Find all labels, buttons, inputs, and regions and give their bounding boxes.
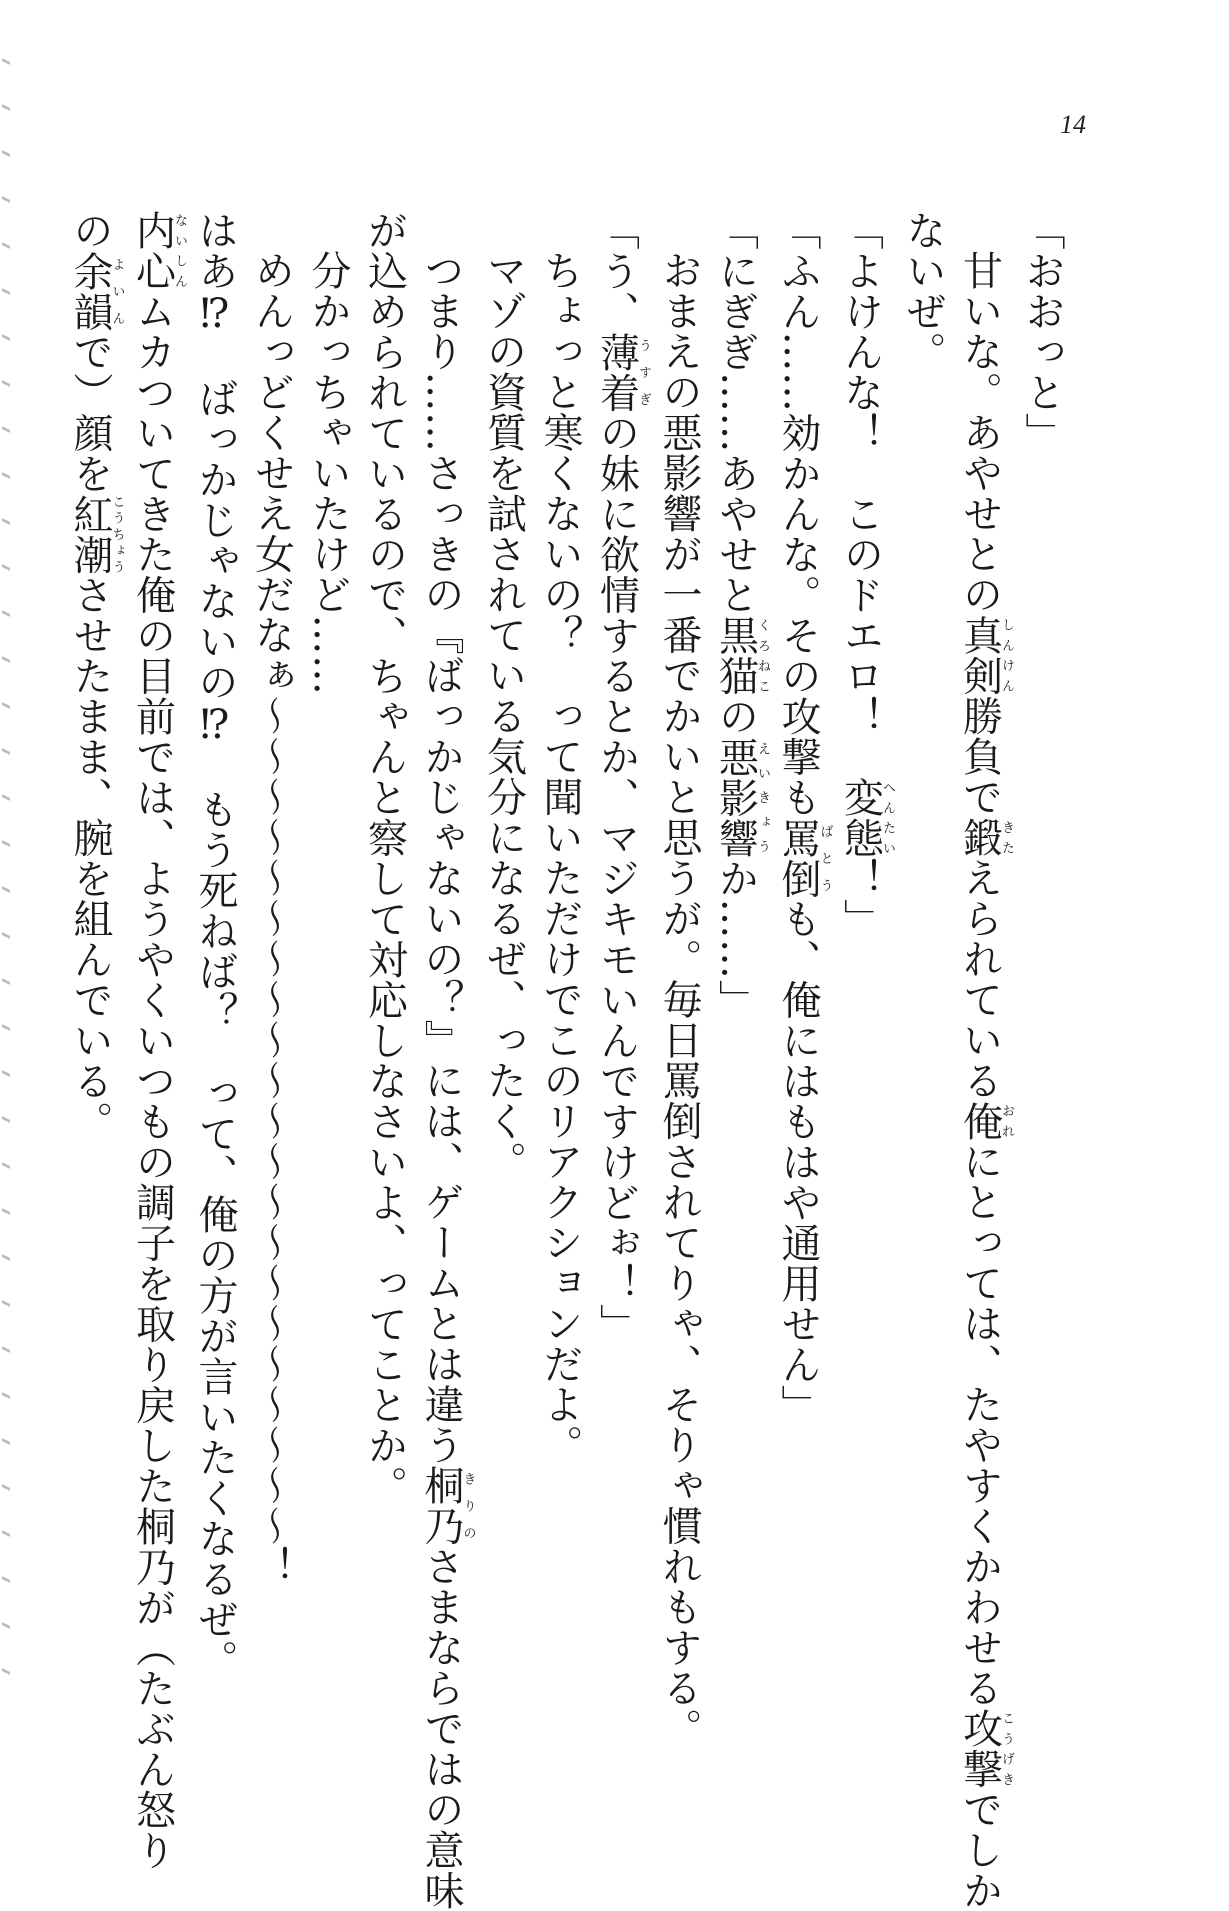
ruby-reading: よいん: [109, 250, 125, 332]
binding-mark: [2, 150, 10, 157]
text-segment: 「う、: [593, 210, 640, 332]
text-segment: 甘いな。あやせとの: [956, 250, 1003, 615]
binding-mark: [2, 794, 10, 801]
text-segment: 勝負で: [956, 695, 1003, 817]
text-segment: の: [712, 696, 759, 737]
ruby-word: [956, 1708, 1014, 1789]
binding-mark: [2, 1024, 10, 1031]
text-segment: ！」: [837, 858, 884, 939]
text-line: [1014, 210, 1071, 1660]
ruby-base: 真剣: [956, 614, 1003, 696]
binding-mark: [2, 610, 10, 617]
ruby-base: 薄着: [593, 331, 640, 413]
text-segment: 「ふん……効かんな。その攻撃も: [775, 210, 821, 818]
text-segment: が込められているので、ちゃんと察して対応しなさいよ、ってことか。: [361, 210, 408, 1506]
ruby-word: [712, 736, 770, 859]
ruby-word: [67, 250, 125, 332]
binding-mark: [2, 1254, 10, 1261]
binding-mark: [2, 932, 10, 939]
ruby-reading: きりの: [460, 1465, 476, 1546]
text-segment: マゾの資質を試されている気分になるぜ、ったく。: [480, 250, 527, 1182]
ruby-word: [775, 817, 833, 899]
ruby-base: 黒猫: [712, 615, 759, 696]
text-segment: はあ⁉ ばっかじゃないの⁉ もう死ねば？ って、俺の方が言いたくなるぜ。: [192, 210, 238, 1680]
ruby-reading: ないしん: [172, 210, 187, 291]
ruby-reading: おれ: [999, 1100, 1014, 1141]
text-segment: で）顔を: [67, 331, 113, 494]
text-segment: つまり……さっきの『ばっかじゃないの？』には、ゲームとは違う: [418, 250, 464, 1465]
text-line: [895, 210, 952, 1660]
binding-mark: [2, 702, 10, 709]
text-segment: おまえの悪影響が一番でかいと思うが。毎日罵倒されてりゃ、そりゃ慣れもする。: [656, 250, 702, 1749]
binding-mark: [2, 1668, 10, 1675]
ruby-base: 変態: [837, 777, 884, 858]
ruby-base: 鍛: [956, 817, 1003, 858]
binding-mark: [2, 1484, 10, 1491]
binding-mark: [2, 1162, 10, 1169]
binding-mark: [2, 564, 10, 571]
text-segment: させたまま、腕を組んでいる。: [67, 574, 113, 1142]
ruby-word: [129, 210, 187, 291]
ruby-base: 桐乃: [418, 1465, 464, 1546]
text-line: [124, 210, 187, 1871]
text-line: [832, 210, 895, 1660]
binding-mark: [2, 1070, 10, 1077]
text-segment: の: [67, 210, 113, 251]
text-segment: めんっどくせえ女だなぁ～～～～～～～～～～～～～～～～～～～～～！: [248, 250, 295, 1587]
ruby-base: 罵倒: [775, 817, 821, 899]
binding-mark: [2, 748, 10, 755]
text-segment: さまならではの意味: [418, 1546, 464, 1911]
ruby-word: [956, 1100, 1014, 1142]
text-line: [532, 210, 589, 1660]
binding-mark: [2, 58, 10, 65]
ruby-base: 俺: [956, 1100, 1003, 1141]
text-line: [243, 210, 300, 1660]
ruby-reading: ばとう: [817, 817, 833, 899]
ruby-word: [418, 1465, 476, 1546]
text-line: [475, 210, 532, 1660]
text-segment: 「にぎぎ……あやせと: [712, 210, 759, 615]
ruby-base: 余韻: [67, 250, 113, 332]
binding-mark: [2, 1300, 10, 1307]
binding-mark: [2, 426, 10, 433]
text-line: [951, 210, 1014, 1911]
binding-mark: [2, 656, 10, 663]
text-segment: も、俺にはもはや通用せん」: [775, 898, 821, 1425]
ruby-word: [956, 614, 1014, 696]
binding-mark: [2, 1116, 10, 1123]
binding-mark: [2, 472, 10, 479]
binding-mark: [2, 380, 10, 387]
text-segment: ムカついてきた俺の目前では、ようやくいつもの調子を取り戻した桐乃が（たぶん怒り: [129, 291, 176, 1871]
text-segment: 「おおっと」: [1019, 210, 1065, 453]
text-segment: 「よけんな！ このドエロ！: [837, 210, 884, 777]
text-segment: ないぜ。: [900, 210, 946, 372]
text-segment: ちょっと寒くないの？ って聞いただけでこのリアクションだよ。: [537, 250, 583, 1465]
ruby-word: [67, 493, 125, 575]
binding-mark: [2, 840, 10, 847]
ruby-word: [593, 331, 651, 413]
ruby-reading: へんたい: [880, 777, 895, 858]
text-line: [62, 210, 125, 1660]
text-segment: の妹に欲情するとか、マジキモいんですけどぉ！」: [593, 412, 640, 1344]
text-segment: でしか: [956, 1789, 1003, 1911]
binding-mark: [2, 1622, 10, 1629]
ruby-reading: こうげき: [999, 1708, 1014, 1789]
text-segment: か……」: [712, 858, 759, 1020]
text-line: [707, 210, 770, 1660]
binding-mark: [2, 196, 10, 203]
ruby-reading: しんけん: [999, 614, 1014, 696]
text-line: [770, 210, 833, 1660]
binding-mark: [2, 1438, 10, 1445]
ruby-base: 紅潮: [67, 493, 113, 575]
binding-mark: [2, 104, 10, 111]
ruby-reading: こうちょう: [109, 493, 125, 575]
binding-mark: [2, 1392, 10, 1399]
ruby-reading: うすぎ: [636, 331, 651, 413]
text-segment: にとっては、たやすくかわせる: [956, 1141, 1003, 1708]
vertical-text-body: [67, 210, 1070, 1911]
text-line: [300, 210, 357, 1660]
ruby-reading: くろねこ: [755, 615, 770, 696]
ruby-word: [956, 817, 1014, 858]
ruby-word: [837, 777, 895, 858]
ruby-reading: きた: [999, 817, 1014, 858]
binding-mark: [2, 886, 10, 893]
ruby-base: 悪影響: [712, 736, 759, 858]
text-line: [356, 210, 413, 1660]
ruby-word: [712, 615, 770, 696]
ruby-base: 攻撃: [956, 1708, 1003, 1789]
binding-mark: [2, 288, 10, 295]
binding-mark: [2, 1576, 10, 1583]
binding-mark: [2, 1346, 10, 1353]
text-line: [588, 210, 651, 1660]
text-line: [187, 210, 244, 1680]
ruby-reading: えいきょう: [755, 736, 770, 858]
binding-mark: [2, 1530, 10, 1537]
binding-mark: [2, 242, 10, 249]
binding-mark: [2, 1208, 10, 1215]
binding-mark: [2, 334, 10, 341]
text-segment: 分かっちゃいたけど……: [305, 250, 351, 696]
page-number: 14: [1060, 110, 1086, 139]
ruby-base: 内心: [129, 210, 176, 291]
text-line: [413, 210, 476, 1911]
binding-edge-marks: [0, 60, 14, 1760]
text-line: [651, 210, 708, 1749]
binding-mark: [2, 978, 10, 985]
text-segment: えられている: [956, 857, 1003, 1101]
binding-mark: [2, 518, 10, 525]
